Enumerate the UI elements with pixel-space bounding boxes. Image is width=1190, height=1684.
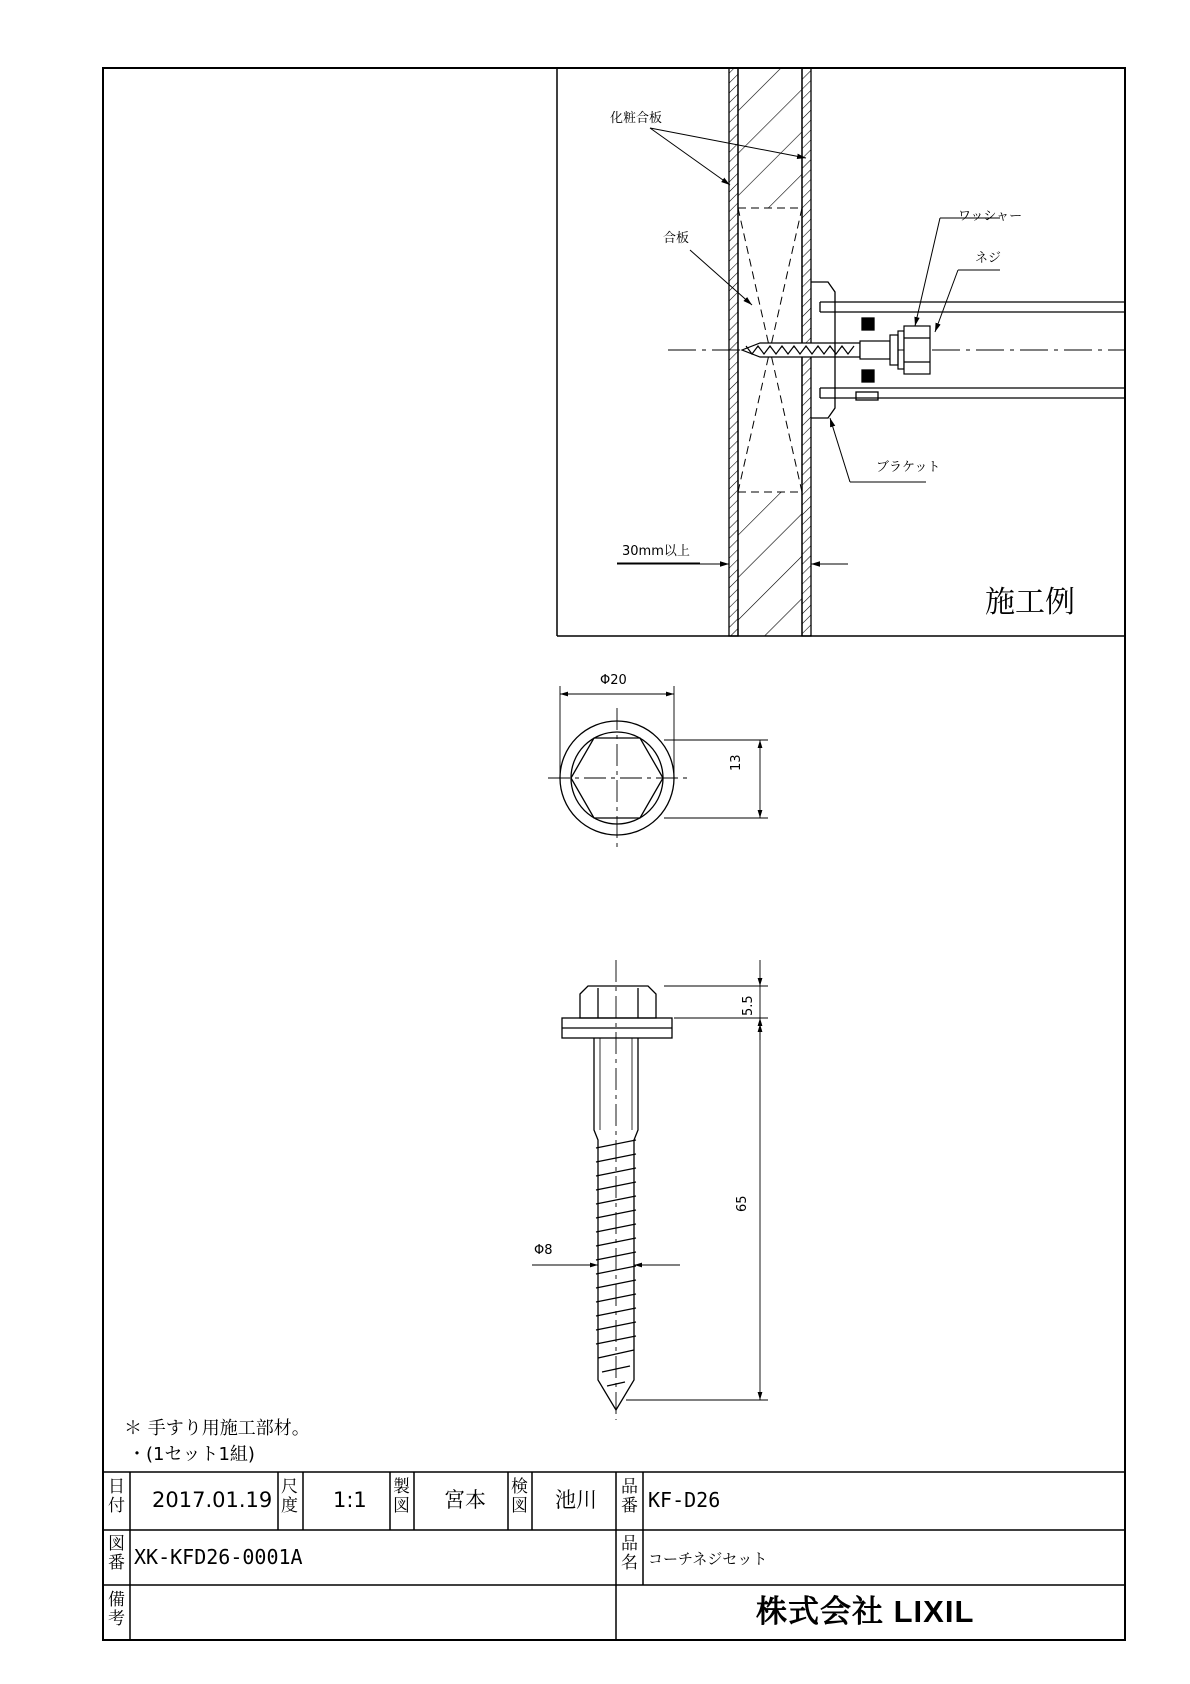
company-logo: 株式会社 LIXIL <box>756 1594 975 1629</box>
sheet-border <box>103 68 1125 1640</box>
label-decor-plywood: 化粧合板 <box>610 111 663 126</box>
label-screw: ネジ <box>975 251 1002 266</box>
date-label: 日付 <box>108 1477 125 1516</box>
product-name: コーチネジセット <box>648 1550 768 1568</box>
checked-label: 検図 <box>511 1477 528 1516</box>
checked-by: 池川 <box>555 1488 597 1512</box>
date-value: 2017.01.19 <box>152 1488 273 1512</box>
section-title: 施工例 <box>985 585 1075 620</box>
dim-length: 65 <box>735 1195 750 1212</box>
dim-hex-size: 13 <box>729 754 744 771</box>
dim-head-diameter: Φ20 <box>600 673 627 688</box>
drawn-label: 製図 <box>393 1477 410 1516</box>
dim-shank-diameter: Φ8 <box>534 1243 553 1258</box>
label-thickness: 30mm以上 <box>622 544 690 559</box>
dim-head-height: 5.5 <box>741 995 756 1016</box>
part-no: KF-D26 <box>648 1488 721 1512</box>
note-line-1: ＊ 手すり用施工部材。 <box>124 1418 310 1439</box>
part-no-label: 品番 <box>621 1477 638 1516</box>
drawing-no: XK-KFD26-0001A <box>134 1545 303 1569</box>
note-line-2: ・(1セット1組) <box>128 1444 255 1465</box>
drawing-no-label: 図番 <box>108 1534 125 1573</box>
label-bracket: ブラケット <box>876 460 941 475</box>
drawn-by: 宮本 <box>444 1488 486 1512</box>
remarks-label: 備考 <box>108 1590 125 1629</box>
label-washer: ワッシャー <box>958 209 1023 224</box>
scale-value: 1:1 <box>333 1488 367 1512</box>
label-plywood: 合板 <box>663 231 690 246</box>
scale-label: 尺度 <box>281 1477 298 1516</box>
screw-side-view <box>532 960 768 1420</box>
name-label: 品名 <box>621 1534 638 1573</box>
